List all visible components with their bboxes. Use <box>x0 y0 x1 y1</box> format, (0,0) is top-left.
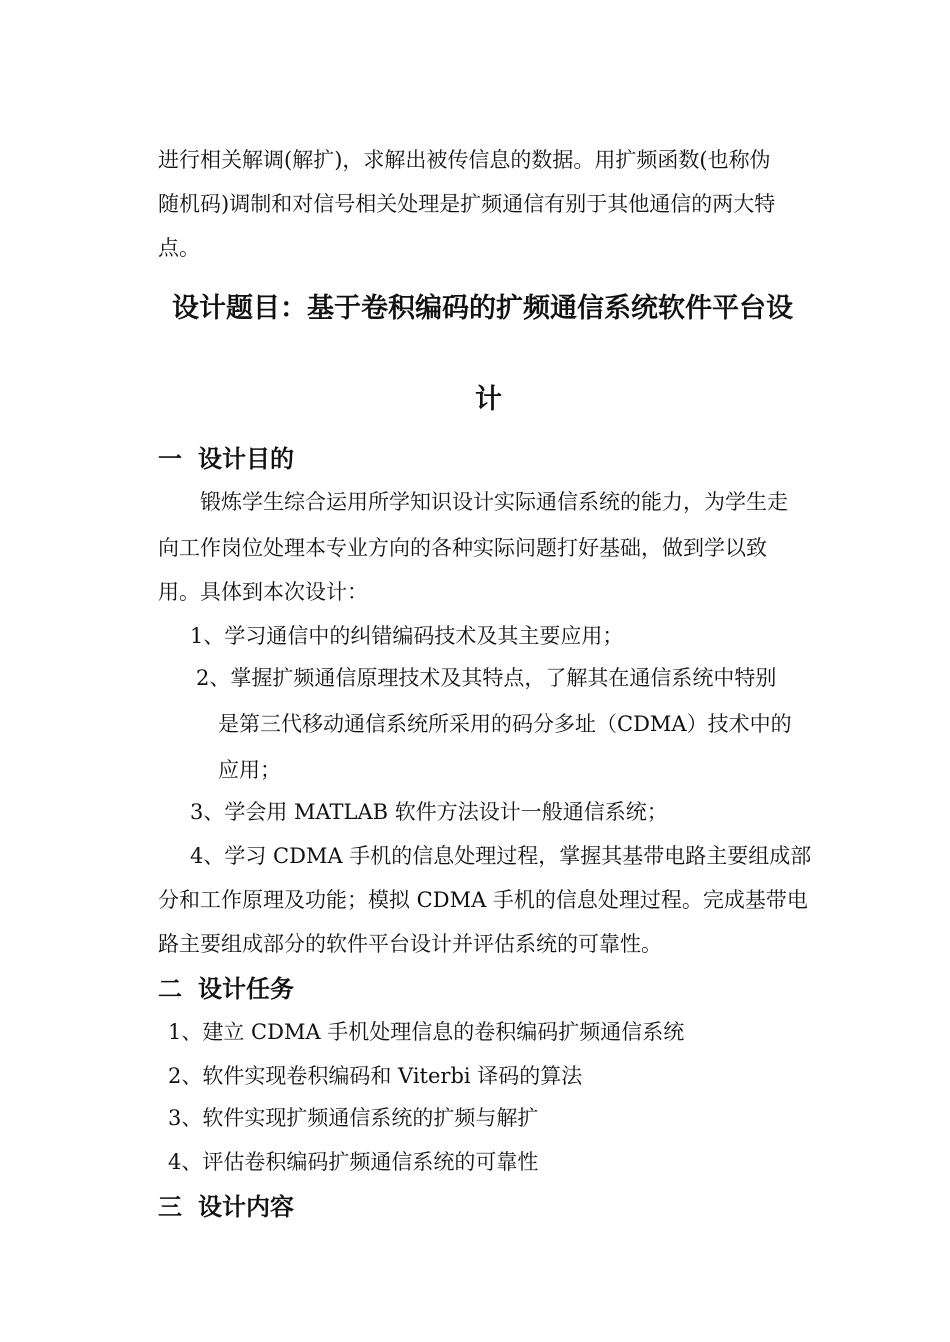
task-item-3: 3、软件实现扩频通信系统的扩频与解扩 <box>168 1106 539 1130</box>
task-item-4: 4、评估卷积编码扩频通信系统的可靠性 <box>168 1150 539 1174</box>
purpose-item-3: 3、学会用 MATLAB 软件方法设计一般通信系统； <box>190 800 668 824</box>
section-title: 设计内容 <box>198 1193 294 1221</box>
design-title-line-2: 计 <box>475 384 502 415</box>
design-title-line-1: 设计题目：基于卷积编码的扩频通信系统软件平台设 <box>172 293 793 324</box>
purpose-item-2-line-2: 是第三代移动通信系统所采用的码分多址（CDMA）技术中的 <box>218 712 792 736</box>
intro-line-1: 进行相关解调(解扩)，求解出被传信息的数据。用扩频函数(也称伪 <box>158 148 771 172</box>
purpose-item-2-line-3: 应用； <box>218 758 281 782</box>
section-number: 三 <box>158 1193 182 1221</box>
section-heading-content <box>158 1192 294 1222</box>
intro-line-3: 点。 <box>158 236 200 260</box>
purpose-para-line-1: 锻炼学生综合运用所学知识设计实际通信系统的能力，为学生走 <box>200 490 788 514</box>
purpose-item-1: 1、学习通信中的纠错编码技术及其主要应用； <box>190 624 624 648</box>
section-title: 设计目的 <box>198 445 294 473</box>
purpose-para-line-3: 用。具体到本次设计： <box>158 580 368 604</box>
purpose-item-2-line-1: 2、掌握扩频通信原理技术及其特点，了解其在通信系统中特别 <box>196 666 777 690</box>
purpose-item-4-line-1: 4、学习 CDMA 手机的信息处理过程，掌握其基带电路主要组成部 <box>190 844 812 868</box>
intro-line-2: 随机码)调制和对信号相关处理是扩频通信有别于其他通信的两大特 <box>158 192 776 216</box>
task-item-1: 1、建立 CDMA 手机处理信息的卷积编码扩频通信系统 <box>168 1020 685 1044</box>
section-number: 一 <box>158 445 182 473</box>
purpose-item-4-line-2: 分和工作原理及功能；模拟 CDMA 手机的信息处理过程。完成基带电 <box>158 888 808 912</box>
task-item-2: 2、软件实现卷积编码和 Viterbi 译码的算法 <box>168 1064 583 1088</box>
section-heading-purpose <box>158 444 294 474</box>
purpose-item-4-line-3: 路主要组成部分的软件平台设计并评估系统的可靠性。 <box>158 932 662 956</box>
section-title: 设计任务 <box>198 975 294 1003</box>
purpose-para-line-2: 向工作岗位处理本专业方向的各种实际问题打好基础，做到学以致 <box>158 536 767 560</box>
section-number: 二 <box>158 975 182 1003</box>
section-heading-tasks <box>158 974 294 1004</box>
